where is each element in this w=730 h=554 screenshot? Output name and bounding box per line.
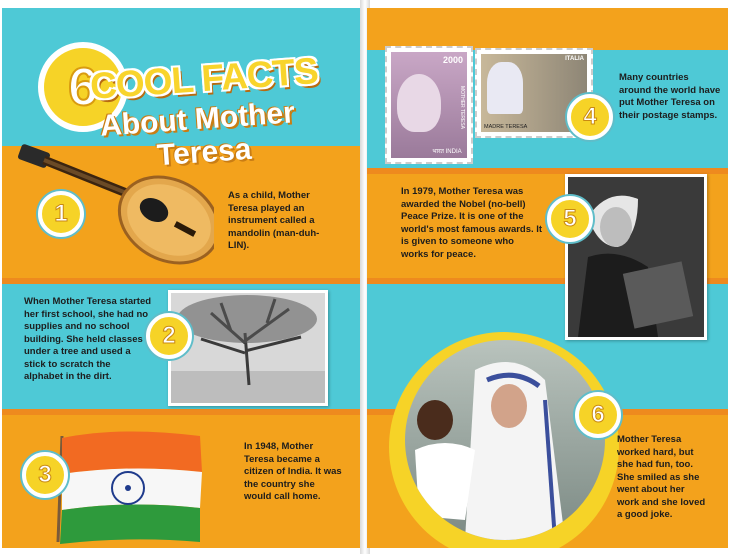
right-orange-top — [367, 8, 728, 50]
fact-1-text: As a child, Mother Teresa played an instrument called a mandolin (man-duh-LIN). — [228, 190, 320, 251]
title-line-3: Teresa — [155, 132, 253, 173]
fact-6-text: Mother Teresa worked hard, but she had fun, too. She smiled as she went about her work and she loved a good joke. — [617, 434, 706, 520]
stamp-country: भारत INDIA — [432, 149, 462, 155]
title-number-badge: 6 — [38, 42, 128, 132]
italy-stamp-name: MADRE TERESA — [484, 124, 528, 130]
stamp-value: 2000 — [442, 55, 463, 65]
fact-2-text: When Mother Teresa started her first school, she had no supplies and no school building. She held classes under a tree and used a stick to scratch the alphabet in the dirt. — [24, 296, 152, 382]
fact-3-badge: 3 — [22, 452, 68, 498]
stamp-portrait — [397, 74, 441, 132]
india-flag-image — [50, 424, 210, 544]
fact-3-text: In 1948, Mother Teresa became a citizen of India. It was the country she would call home. — [244, 441, 342, 502]
fact-1-badge: 1 — [38, 191, 84, 237]
fact-5-text: In 1979, Mother Teresa was awarded the Nobel (no-bell) Peace Prize. It is one of the world's most famous awards. It is given to someone who works for peace. — [401, 186, 543, 260]
fact-4-text: Many countries around the world have put Mother Teresa on their postage stamps. — [619, 72, 721, 121]
fact-4-badge: 4 — [567, 94, 613, 140]
tree-photo — [168, 290, 328, 406]
right-page — [367, 8, 728, 548]
left-page — [2, 8, 363, 548]
nobel-photo — [565, 174, 707, 340]
fact-6-badge: 6 — [575, 392, 621, 438]
fact-5-badge: 5 — [547, 196, 593, 242]
mother-with-child-photo — [405, 340, 605, 540]
mother-with-child-illustration — [405, 340, 605, 540]
nobel-illustration — [568, 177, 704, 337]
india-stamp-image — [391, 52, 467, 158]
india-stamp — [385, 46, 473, 164]
mother-with-child-circle — [389, 332, 619, 548]
title-line-2: About Mother — [99, 96, 296, 143]
tree-illustration — [171, 293, 325, 403]
title-line-1: COOL FACTS — [88, 50, 319, 107]
fact-2-badge: 2 — [146, 313, 192, 359]
italy-stamp-country: ITALIA — [565, 56, 584, 62]
italy-stamp-figure — [487, 62, 523, 114]
stamp-name: MOTHER TERESA — [459, 86, 465, 129]
